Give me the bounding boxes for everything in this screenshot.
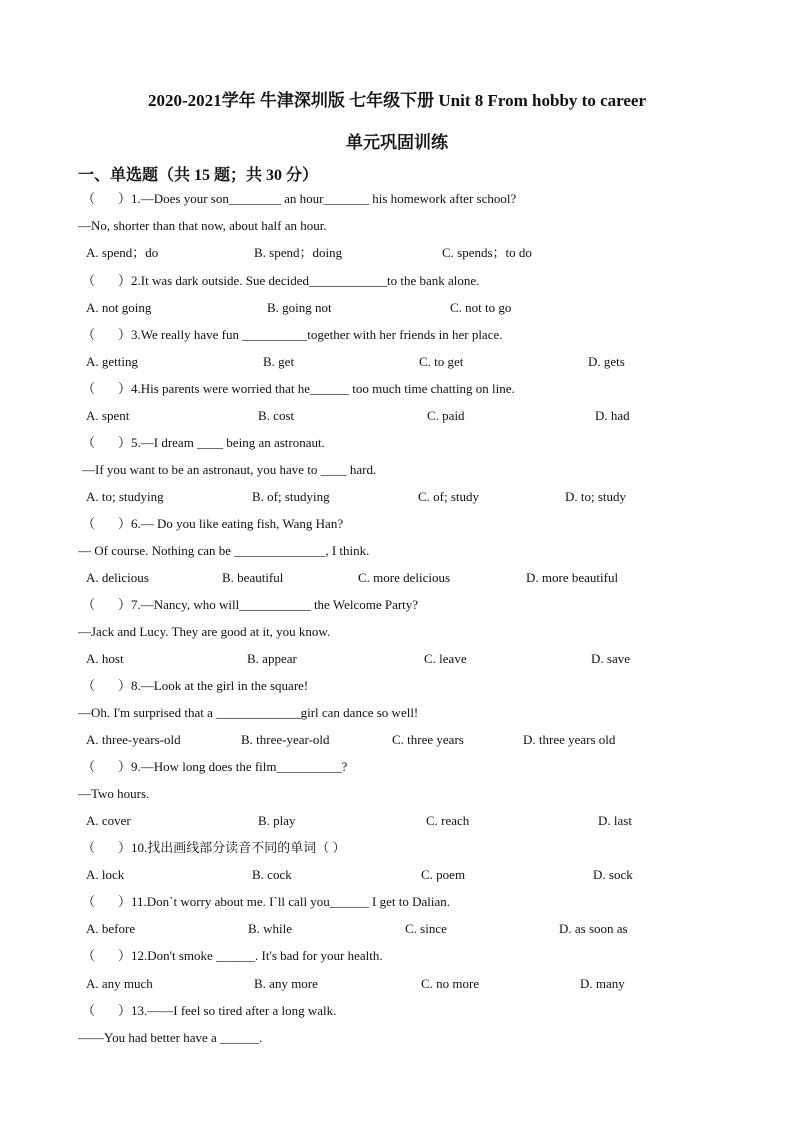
question-7 <box>0 595 794 615</box>
answer-blank-close: ） <box>118 759 132 774</box>
question-12 <box>0 946 794 966</box>
section-heading: 一、单选题（共 15 题；共 30 分） <box>78 167 319 184</box>
question-1 <box>0 189 794 209</box>
question-13 <box>0 1001 794 1021</box>
question-11 <box>0 892 794 912</box>
answer-blank-close: ） <box>118 894 132 909</box>
option-d[interactable]: D. had <box>595 408 630 423</box>
question-8 <box>0 676 794 696</box>
question-text: 10.找出画线部分读音不同的单词（ ） <box>131 840 346 855</box>
answer-blank-open[interactable]: （ <box>82 759 96 774</box>
option-b[interactable]: B. any more <box>254 976 318 991</box>
question-7-dialogue <box>0 622 794 642</box>
option-b[interactable]: B. spend；doing <box>254 245 343 260</box>
question-text: 7.—Nancy, who will___________ the Welcome Party? <box>131 597 419 612</box>
option-c[interactable]: C. three years <box>392 732 464 747</box>
answer-blank-open[interactable]: （ <box>82 597 96 612</box>
dialogue-line: —Oh. I'm surprised that a _____________girl can dance so well! <box>78 705 419 720</box>
question-2-options <box>0 298 794 318</box>
option-b[interactable]: B. while <box>248 921 293 936</box>
option-a[interactable]: A. before <box>86 921 136 936</box>
question-text: 13.——I feel so tired after a long walk. <box>131 1003 337 1018</box>
question-13-dialogue <box>0 1028 794 1048</box>
answer-blank-open[interactable]: （ <box>82 516 96 531</box>
answer-blank-open[interactable]: （ <box>82 678 96 693</box>
answer-blank-close: ） <box>118 435 132 450</box>
question-text: 12.Don't smoke ______. It's bad for your health. <box>131 948 383 963</box>
question-9 <box>0 757 794 777</box>
option-d[interactable]: D. more beautiful <box>526 570 619 585</box>
answer-blank-open[interactable]: （ <box>82 1003 96 1018</box>
option-d[interactable]: D. last <box>598 813 632 828</box>
question-text: 8.—Look at the girl in the square! <box>131 678 309 693</box>
answer-blank-close: ） <box>118 327 132 342</box>
question-text: 2.It was dark outside. Sue decided____________to the bank alone. <box>131 273 480 288</box>
question-text: 11.Don`t worry about me. I`ll call you______ I get to Dalian. <box>131 894 451 909</box>
question-text: 3.We really have fun __________together with her friends in her place. <box>131 327 503 342</box>
answer-blank-open[interactable]: （ <box>82 191 96 206</box>
option-b[interactable]: B. going not <box>267 300 332 315</box>
option-c[interactable]: C. not to go <box>450 300 512 315</box>
question-7-options <box>0 649 794 669</box>
question-4-options <box>0 406 794 426</box>
question-1-dialogue <box>0 216 794 236</box>
option-b[interactable]: B. of; studying <box>252 489 330 504</box>
answer-blank-close: ） <box>118 948 132 963</box>
question-8-dialogue <box>0 703 794 723</box>
question-9-dialogue <box>0 784 794 804</box>
option-a[interactable]: A. spend；do <box>86 245 159 260</box>
dialogue-line: ——You had better have a ______. <box>78 1030 263 1045</box>
dialogue-line: —If you want to be an astronaut, you have to ____ hard. <box>82 462 377 477</box>
answer-blank-open[interactable]: （ <box>82 381 96 396</box>
answer-blank-close: ） <box>118 516 132 531</box>
dialogue-line: — Of course. Nothing can be ______________, I think. <box>78 543 370 558</box>
option-d[interactable]: D. save <box>591 651 630 666</box>
option-c[interactable]: C. reach <box>426 813 470 828</box>
dialogue-line: —Jack and Lucy. They are good at it, you know. <box>78 624 331 639</box>
option-c[interactable]: C. no more <box>421 976 480 991</box>
question-6 <box>0 514 794 534</box>
option-a[interactable]: A. to; studying <box>86 489 164 504</box>
option-a[interactable]: A. delicious <box>86 570 149 585</box>
option-c[interactable]: C. paid <box>427 408 465 423</box>
option-a[interactable]: A. getting <box>86 354 138 369</box>
option-d[interactable]: D. many <box>580 976 625 991</box>
dialogue-line: —Two hours. <box>78 786 150 801</box>
question-5 <box>0 433 794 453</box>
option-d[interactable]: D. sock <box>593 867 633 882</box>
option-b[interactable]: B. cost <box>258 408 295 423</box>
question-text: 1.—Does your son________ an hour_______ his homework after school? <box>131 191 517 206</box>
question-3-options <box>0 352 794 372</box>
option-c[interactable]: C. poem <box>421 867 466 882</box>
answer-blank-open[interactable]: （ <box>82 327 96 342</box>
answer-blank-close: ） <box>118 840 132 855</box>
worksheet-subtitle: 单元巩固训练 <box>346 133 448 152</box>
option-c[interactable]: C. to get <box>419 354 464 369</box>
question-10 <box>0 838 794 858</box>
option-a[interactable]: A. three-years-old <box>86 732 181 747</box>
option-a[interactable]: A. host <box>86 651 124 666</box>
option-b[interactable]: B. cock <box>252 867 292 882</box>
option-c[interactable]: C. of; study <box>418 489 480 504</box>
question-11-options <box>0 919 794 939</box>
question-5-dialogue <box>0 460 794 480</box>
option-c[interactable]: C. leave <box>424 651 467 666</box>
question-text: 9.—How long does the film__________? <box>131 759 348 774</box>
answer-blank-close: ） <box>118 381 132 396</box>
option-a[interactable]: A. lock <box>86 867 125 882</box>
answer-blank-open[interactable]: （ <box>82 273 96 288</box>
option-b[interactable]: B. appear <box>247 651 297 666</box>
answer-blank-close: ） <box>118 678 132 693</box>
answer-blank-open[interactable]: （ <box>82 840 96 855</box>
answer-blank-close: ） <box>118 273 132 288</box>
dialogue-line: —No, shorter than that now, about half an hour. <box>78 218 327 233</box>
question-10-options <box>0 865 794 885</box>
question-9-options <box>0 811 794 831</box>
option-b[interactable]: B. get <box>263 354 295 369</box>
answer-blank-open[interactable]: （ <box>82 435 96 450</box>
question-6-options <box>0 568 794 588</box>
question-1-options <box>0 243 794 263</box>
question-12-options <box>0 974 794 994</box>
option-b[interactable]: B. three-year-old <box>241 732 330 747</box>
option-b[interactable]: B. play <box>258 813 296 828</box>
option-c[interactable]: C. spends；to do <box>442 245 532 260</box>
worksheet-title: 2020-2021学年 牛津深圳版 七年级下册 Unit 8 From hobby to career <box>147 91 646 110</box>
question-text: 6.— Do you like eating fish, Wang Han? <box>131 516 344 531</box>
option-a[interactable]: A. spent <box>86 408 130 423</box>
question-4 <box>0 379 794 399</box>
answer-blank-open[interactable]: （ <box>82 948 96 963</box>
question-5-options <box>0 487 794 507</box>
question-8-options <box>0 730 794 750</box>
option-d[interactable]: D. three years old <box>523 732 616 747</box>
option-d[interactable]: D. to; study <box>565 489 627 504</box>
question-3 <box>0 325 794 345</box>
option-b[interactable]: B. beautiful <box>222 570 284 585</box>
answer-blank-close: ） <box>118 1003 132 1018</box>
option-a[interactable]: A. any much <box>86 976 153 991</box>
question-2 <box>0 271 794 291</box>
question-text: 5.—I dream ____ being an astronaut. <box>131 435 325 450</box>
option-d[interactable]: D. gets <box>588 354 625 369</box>
option-c[interactable]: C. since <box>405 921 447 936</box>
question-text: 4.His parents were worried that he______ too much time chatting on line. <box>131 381 515 396</box>
option-d[interactable]: D. as soon as <box>559 921 628 936</box>
option-c[interactable]: C. more delicious <box>358 570 451 585</box>
answer-blank-open[interactable]: （ <box>82 894 96 909</box>
option-a[interactable]: A. not going <box>86 300 152 315</box>
option-a[interactable]: A. cover <box>86 813 131 828</box>
answer-blank-close: ） <box>118 597 132 612</box>
question-6-dialogue <box>0 541 794 561</box>
answer-blank-close: ） <box>118 191 132 206</box>
